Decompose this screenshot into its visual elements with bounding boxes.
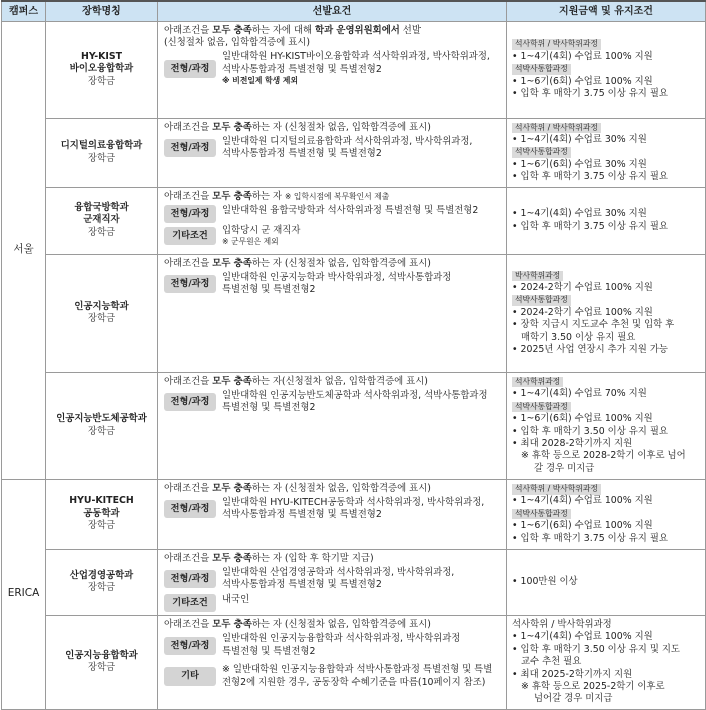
support-line: • 최대 2025-2학기까지 지원 bbox=[512, 668, 633, 680]
course-badge: 석사학위 / 박사학위과정 bbox=[512, 39, 601, 50]
support-line: • 1~4기(4회) 수업료 30% 지원 bbox=[512, 208, 647, 220]
condition-row bbox=[164, 272, 502, 297]
support-cell bbox=[507, 615, 706, 709]
condition-line: 일반대학원 HYU-KITECH공동학과 석사학위과정, 박사학위과정, bbox=[222, 496, 485, 508]
course-badge: 석박사통합과정 bbox=[512, 295, 571, 306]
condition-row bbox=[164, 51, 502, 86]
tag-other: 기타 bbox=[164, 667, 216, 685]
campus-erica: ERICA bbox=[2, 479, 46, 709]
condition-row bbox=[164, 567, 502, 592]
support-cell bbox=[507, 187, 706, 254]
support-line: • 1~6기(6회) 수업료 100% 지원 bbox=[512, 413, 653, 425]
table-header-row bbox=[2, 1, 706, 21]
table-row bbox=[2, 549, 706, 615]
table-row bbox=[2, 187, 706, 254]
support-line: • 1~4기(4회) 수업료 100% 지원 bbox=[512, 495, 653, 507]
requirement-line: (신청절차 없음, 입학합격증에 표시) bbox=[164, 36, 311, 48]
table-row bbox=[2, 21, 706, 118]
name-line: 장학금 bbox=[87, 152, 116, 164]
table-row bbox=[2, 372, 706, 479]
support-line: ※ 휴학 등으로 2028-2학기 이후로 넘어 bbox=[521, 450, 686, 462]
support-line: • 입학 후 매학기 3.75 이상 유지 필요 bbox=[512, 88, 668, 100]
condition-line: 특별전형 및 특별전형2 bbox=[222, 402, 316, 414]
condition-line: 일반대학원 산업경영공학과 석사학위과정, 박사학위과정, bbox=[222, 566, 455, 578]
support-cell bbox=[507, 254, 706, 372]
support-line: • 입학 후 매학기 3.75 이상 유지 필요 bbox=[512, 532, 668, 544]
tag-course: 전형/과정 bbox=[164, 275, 216, 293]
condition-row bbox=[164, 497, 502, 522]
condition-row bbox=[164, 205, 502, 223]
support-cell bbox=[507, 372, 706, 479]
support-line: 갈 경우 미지급 bbox=[534, 462, 595, 474]
course-badge: 석사학위과정 bbox=[512, 377, 563, 388]
requirement-line: 아래조건을 모두 충족하는 자에 대해 학과 운영위원회에서 선발 bbox=[164, 24, 421, 36]
condition-line: 일반대학원 디지털의료융합학과 석사학위과정, 박사학위과정, bbox=[222, 135, 473, 147]
support-line: • 입학 후 매학기 3.50 이상 유지 및 지도 bbox=[512, 643, 680, 655]
tag-course: 전형/과정 bbox=[164, 500, 216, 518]
condition-line: 일반대학원 HY-KIST바이오융합학과 석사학위과정, 박사학위과정, bbox=[222, 51, 490, 63]
requirement-line: 아래조건을 모두 충족하는 자 ※ 입학시점에 복무확인서 제출 bbox=[164, 190, 390, 202]
course-badge: 석박사통합과정 bbox=[512, 402, 571, 413]
condition-line: 전형2에 지원한 경우, 공동장학 수혜기준을 따름(10페이지 참조) bbox=[222, 676, 486, 688]
requirement-cell bbox=[158, 615, 507, 709]
support-line: • 장학 지급시 지도교수 추천 및 입학 후 bbox=[512, 319, 675, 331]
support-line: • 1~6기(6회) 수업료 100% 지원 bbox=[512, 520, 653, 532]
requirement-cell bbox=[158, 118, 507, 187]
condition-line: 입학당시 군 재직자 ※ 군무원은 제외 bbox=[222, 225, 301, 247]
name-line: 인공지능융합학과 bbox=[65, 649, 138, 661]
name-line: 장학금 bbox=[87, 425, 116, 437]
support-line: 매학기 3.50 이상 유지 필요 bbox=[521, 331, 636, 343]
scholarship-name bbox=[46, 372, 158, 479]
requirement-cell bbox=[158, 479, 507, 549]
name-line: 장학금 bbox=[87, 226, 116, 238]
condition-row bbox=[164, 594, 502, 612]
table-row bbox=[2, 479, 706, 549]
support-line: • 2025년 사업 연장시 추가 지원 가능 bbox=[512, 344, 668, 356]
name-line: 장학금 bbox=[87, 520, 116, 532]
tag-course: 전형/과정 bbox=[164, 139, 216, 157]
condition-line: 특별전형 및 특별전형2 bbox=[222, 645, 316, 657]
table-row bbox=[2, 615, 706, 709]
course-badge: 석박사통합과정 bbox=[512, 64, 571, 75]
requirement-line: 아래조건을 모두 충족하는 자 (신청절차 없음, 입학합격증에 표시) bbox=[164, 482, 431, 494]
tag-course: 전형/과정 bbox=[164, 393, 216, 411]
name-line: 인공지능학과 bbox=[74, 300, 129, 312]
tag-course: 전형/과정 bbox=[164, 570, 216, 588]
condition-line: 내국인 bbox=[222, 593, 250, 605]
requirement-cell bbox=[158, 21, 507, 118]
tag-course: 전형/과정 bbox=[164, 60, 216, 78]
support-line: • 1~6기(6회) 수업료 30% 지원 bbox=[512, 158, 647, 170]
requirement-cell bbox=[158, 254, 507, 372]
condition-line: 일반대학원 인공지능반도체공학과 석사학위과정, 석박사통합과정 bbox=[222, 389, 488, 401]
requirement-line: 아래조건을 모두 충족하는 자 (신청절차 없음, 입학합격증에 표시) bbox=[164, 618, 431, 630]
condition-line: ※ 일반대학원 인공지능융합학과 석박사통합과정 특별전형 및 특별 bbox=[222, 664, 493, 676]
support-line: • 1~6기(6회) 수업료 100% 지원 bbox=[512, 75, 653, 87]
name-line: 군재직자 bbox=[83, 214, 120, 226]
condition-line: 일반대학원 인공지능학과 박사학위과정, 석박사통합과정 bbox=[222, 271, 452, 283]
scholarship-name bbox=[46, 254, 158, 372]
condition-row bbox=[164, 390, 502, 415]
support-cell bbox=[507, 21, 706, 118]
condition-row bbox=[164, 136, 502, 161]
table-row bbox=[2, 118, 706, 187]
condition-line: 석박사통합과정 특별전형 및 특별전형2 bbox=[222, 63, 382, 75]
support-line: 교수 추천 필요 bbox=[521, 656, 582, 668]
support-line: • 2024-2학기 수업료 100% 지원 bbox=[512, 306, 653, 318]
header-name: 장학명칭 bbox=[46, 1, 158, 21]
header-support: 지원금액 및 유지조건 bbox=[507, 1, 706, 21]
support-line: • 최대 2028-2학기까지 지원 bbox=[512, 437, 633, 449]
scholarship-name bbox=[46, 549, 158, 615]
requirement-cell bbox=[158, 372, 507, 479]
name-line: HY-KIST bbox=[80, 50, 123, 62]
support-line: • 1~4기(4회) 수업료 100% 지원 bbox=[512, 50, 653, 62]
support-line: • 입학 후 매학기 3.50 이상 유지 필요 bbox=[512, 425, 668, 437]
name-line: 인공지능반도체공학과 bbox=[56, 413, 147, 425]
scholarship-name bbox=[46, 479, 158, 549]
condition-note: ※ 비전일제 학생 제외 bbox=[222, 76, 298, 86]
support-cell bbox=[507, 479, 706, 549]
course-badge: 석사학위 / 박사학위과정 bbox=[512, 123, 601, 134]
scholarship-name bbox=[46, 21, 158, 118]
scholarship-name bbox=[46, 118, 158, 187]
condition-line: 특별전형 및 특별전형2 bbox=[222, 284, 316, 296]
requirement-line: 아래조건을 모두 충족하는 자(신청절차 없음, 입학합격증에 표시) bbox=[164, 375, 428, 387]
course-badge: 박사학위과정 bbox=[512, 271, 563, 282]
support-line: • 1~4기(4회) 수업료 70% 지원 bbox=[512, 388, 647, 400]
requirement-cell bbox=[158, 187, 507, 254]
tag-other: 기타조건 bbox=[164, 227, 216, 245]
support-line: 넘어갈 경우 미지급 bbox=[534, 693, 613, 705]
name-line: 장학금 bbox=[87, 75, 116, 87]
support-cell bbox=[507, 549, 706, 615]
support-line: • 1~4기(4회) 수업료 100% 지원 bbox=[512, 631, 653, 643]
scholarship-name bbox=[46, 615, 158, 709]
requirement-line: 아래조건을 모두 충족하는 자 (신청절차 없음, 입학합격증에 표시) bbox=[164, 257, 431, 269]
name-line: 장학금 bbox=[87, 582, 116, 594]
support-line: • 1~4기(4회) 수업료 30% 지원 bbox=[512, 133, 647, 145]
support-line: 석사학위 / 박사학위과정 bbox=[512, 618, 612, 630]
condition-row bbox=[164, 664, 502, 689]
name-line: 산업경영공학과 bbox=[69, 569, 134, 581]
course-badge: 석박사통합과정 bbox=[512, 147, 571, 158]
condition-line: 석박사통합과정 특별전형 및 특별전형2 bbox=[222, 148, 382, 160]
name-line: 장학금 bbox=[87, 662, 116, 674]
tag-course: 전형/과정 bbox=[164, 205, 216, 223]
requirement-line: 아래조건을 모두 충족하는 자 (입학 후 학기말 지급) bbox=[164, 552, 374, 564]
name-line: 융합국방학과 bbox=[74, 201, 129, 213]
condition-line: 석박사통합과정 특별전형 및 특별전형2 bbox=[222, 509, 382, 521]
support-line: • 입학 후 매학기 3.75 이상 유지 필요 bbox=[512, 220, 668, 232]
requirement-line: 아래조건을 모두 충족하는 자 (신청절차 없음, 입학합격증에 표시) bbox=[164, 121, 431, 133]
support-line: • 2024-2학기 수업료 100% 지원 bbox=[512, 282, 653, 294]
support-line: • 100만원 이상 bbox=[512, 576, 578, 587]
tag-other: 기타조건 bbox=[164, 594, 216, 612]
name-line: 바이오융합학과 bbox=[69, 63, 134, 75]
support-line: ※ 휴학 등으로 2025-2학기 이후로 bbox=[521, 680, 665, 692]
name-line: HYU-KITECH bbox=[69, 495, 134, 507]
header-campus: 캠퍼스 bbox=[2, 1, 46, 21]
condition-row bbox=[164, 225, 502, 248]
support-line: • 입학 후 매학기 3.75 이상 유지 필요 bbox=[512, 171, 668, 183]
condition-line: 일반대학원 융합국방학과 석사학위과정 특별전형 및 특별전형2 bbox=[222, 204, 479, 216]
campus-seoul: 서울 bbox=[2, 21, 46, 479]
condition-row bbox=[164, 633, 502, 658]
header-requirement: 선발요건 bbox=[158, 1, 507, 21]
requirement-cell bbox=[158, 549, 507, 615]
support-cell bbox=[507, 118, 706, 187]
course-badge: 석박사통합과정 bbox=[512, 509, 571, 520]
tag-course: 전형/과정 bbox=[164, 637, 216, 655]
scholarship-table bbox=[1, 0, 706, 710]
name-line: 디지털의료융합학과 bbox=[60, 140, 143, 152]
name-line: 장학금 bbox=[87, 313, 116, 325]
condition-line: 석박사통합과정 특별전형 및 특별전형2 bbox=[222, 579, 382, 591]
scholarship-name bbox=[46, 187, 158, 254]
table-row bbox=[2, 254, 706, 372]
course-badge: 석사학위 / 박사학위과정 bbox=[512, 484, 601, 495]
condition-line: 일반대학원 인공지능융합학과 석사학위과정, 박사학위과정 bbox=[222, 633, 461, 645]
name-line: 공동학과 bbox=[83, 507, 120, 519]
